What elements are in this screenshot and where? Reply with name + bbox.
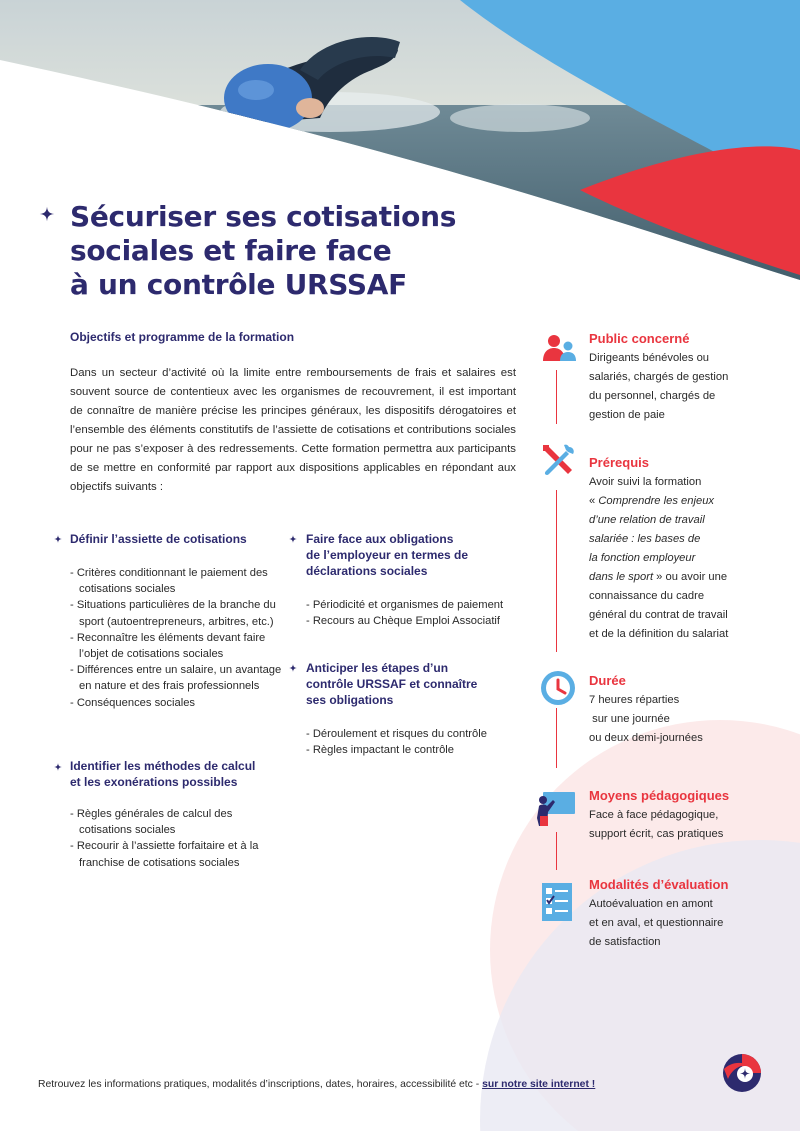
list-item: - Règles générales de calcul des cotisations sociales — [70, 806, 282, 838]
duree-text — [589, 691, 789, 748]
moyens-line: support écrit, cas pratiques — [589, 828, 724, 840]
page-title — [70, 200, 530, 302]
sparkle-icon — [288, 534, 298, 544]
prerequis-line: Avoir suivi la formation — [589, 476, 702, 488]
prerequis-line — [589, 511, 794, 530]
list-item: - Critères conditionnant le paiement des cotisations sociales — [70, 565, 282, 597]
list-item: - Reconnaître les éléments devant faire l’objet de cotisations sociales — [70, 630, 282, 662]
intro-paragraph: Dans un secteur d’activité où la limite entre remboursements de frais et salaires est souvent source de contentieux avec les organismes de recouvrement, il est important de connaître de manière précise les principes généraux, les dispositifs dérogatoires et l’ensemble des éléments constitutifs de l’assiette de cotisations et contributions sociales pour ne pas s’exposer à des redressements. Cette formation permettra aux participants de se mettre en conformité par rapport aux dispositions applicables en répondant aux objectifs suivants : — [70, 367, 516, 493]
clock-icon — [540, 670, 576, 706]
list-item: - Recourir à l’assiette forfaitaire et à la franchise de cotisations sociales — [70, 838, 282, 870]
list-item: - Périodicité et organismes de paiement — [306, 597, 516, 613]
section-list-calcul — [70, 806, 282, 871]
website-link[interactable]: sur notre site internet ! — [482, 1079, 596, 1090]
section-title-line: Faire face aux obligations — [306, 532, 454, 546]
prerequis-text — [589, 473, 794, 644]
teacher-board-icon — [535, 790, 577, 826]
sparkle-icon — [53, 762, 63, 772]
section-title-line: déclarations sociales — [306, 564, 428, 578]
formation-name: salariée : les bases de — [589, 533, 701, 545]
checklist-icon — [541, 882, 573, 922]
prerequis-line: et de la définition du salariat — [589, 628, 729, 640]
section-list-assiette — [70, 565, 282, 711]
duree-line: sur une journée — [589, 713, 670, 725]
modalites-line: Autoévaluation en amont — [589, 898, 713, 910]
footer-text: Retrouvez les informations pratiques, modalités d’inscriptions, dates, horaires, accessibilité etc - — [38, 1079, 483, 1090]
duree-line: 7 heures réparties — [589, 694, 680, 706]
section-title-line: Anticiper les étapes d’un — [306, 661, 449, 675]
title-line-3: à un contrôle URSSAF — [70, 268, 407, 301]
formation-name: la fonction employeur — [589, 552, 696, 564]
timeline-connector — [556, 708, 557, 768]
duree-line: ou deux demi-journées — [589, 732, 703, 744]
prerequis-text-part: » ou avoir une — [653, 571, 728, 583]
public-line: salariés, chargés de gestion — [589, 371, 729, 383]
section-title-controle — [306, 660, 516, 708]
prerequis-line — [589, 492, 794, 511]
logo-icon — [722, 1053, 762, 1093]
formation-name: Comprendre les enjeux — [598, 495, 715, 507]
prerequis-line: général du contrat de travail — [589, 609, 728, 621]
list-item: - Règles impactant le contrôle — [306, 742, 516, 758]
prerequis-title: Prérequis — [589, 455, 649, 470]
section-title-line: contrôle URSSAF et connaître — [306, 677, 478, 691]
modalites-line: et en aval, et questionnaire — [589, 917, 724, 929]
section-title-calcul — [70, 758, 290, 790]
duree-title: Durée — [589, 673, 626, 688]
sparkle-icon — [38, 205, 56, 223]
quote-open: « — [589, 495, 599, 507]
section-title-line: et les exonérations possibles — [70, 775, 238, 789]
public-line: Dirigeants bénévoles ou — [589, 352, 710, 364]
section-list-obligations — [306, 597, 516, 629]
title-line-1: Sécuriser ses cotisations — [70, 200, 457, 233]
moyens-line: Face à face pédagogique, — [589, 809, 719, 821]
footer-note — [38, 1079, 595, 1090]
moyens-text — [589, 806, 789, 844]
tools-icon — [540, 442, 576, 478]
public-line: gestion de paie — [589, 409, 665, 421]
prerequis-line — [589, 549, 794, 568]
prerequis-line — [589, 530, 794, 549]
section-title-obligations — [306, 531, 516, 579]
objectives-heading: Objectifs et programme de la formation — [70, 330, 295, 344]
timeline-connector — [556, 832, 557, 870]
timeline-connector — [556, 370, 557, 424]
timeline-connector — [556, 490, 557, 652]
public-title: Public concerné — [589, 331, 690, 346]
list-item: - Recours au Chèque Emploi Associatif — [306, 613, 516, 629]
section-list-controle — [306, 726, 516, 758]
prerequis-line: connaissance du cadre — [589, 590, 705, 602]
people-icon — [541, 334, 577, 362]
section-title-line: ses obligations — [306, 693, 394, 707]
prerequis-line — [589, 568, 794, 587]
sparkle-icon — [53, 534, 63, 544]
modalites-title: Modalités d’évaluation — [589, 877, 729, 892]
public-line: du personnel, chargés de — [589, 390, 716, 402]
modalites-line: de satisfaction — [589, 936, 661, 948]
sparkle-icon — [288, 663, 298, 673]
title-line-2: sociales et faire face — [70, 234, 392, 267]
list-item: - Déroulement et risques du contrôle — [306, 726, 516, 742]
public-text — [589, 349, 789, 425]
section-title-line: de l’employeur en termes de — [306, 548, 469, 562]
list-item: - Différences entre un salaire, un avantage en nature et des frais professionnels — [70, 662, 282, 694]
formation-name: d’une relation de travail — [589, 514, 705, 526]
moyens-title: Moyens pédagogiques — [589, 788, 730, 803]
list-item: - Conséquences sociales — [70, 695, 282, 711]
section-title-line: Définir l’assiette de cotisations — [70, 532, 247, 546]
section-title-line: Identifier les méthodes de calcul — [70, 759, 256, 773]
modalites-text — [589, 895, 789, 952]
formation-name: dans le sport — [589, 571, 654, 583]
section-title-assiette — [70, 531, 290, 547]
list-item: - Situations particulières de la branche du sport (autoentrepreneurs, arbitres, etc.) — [70, 597, 282, 629]
